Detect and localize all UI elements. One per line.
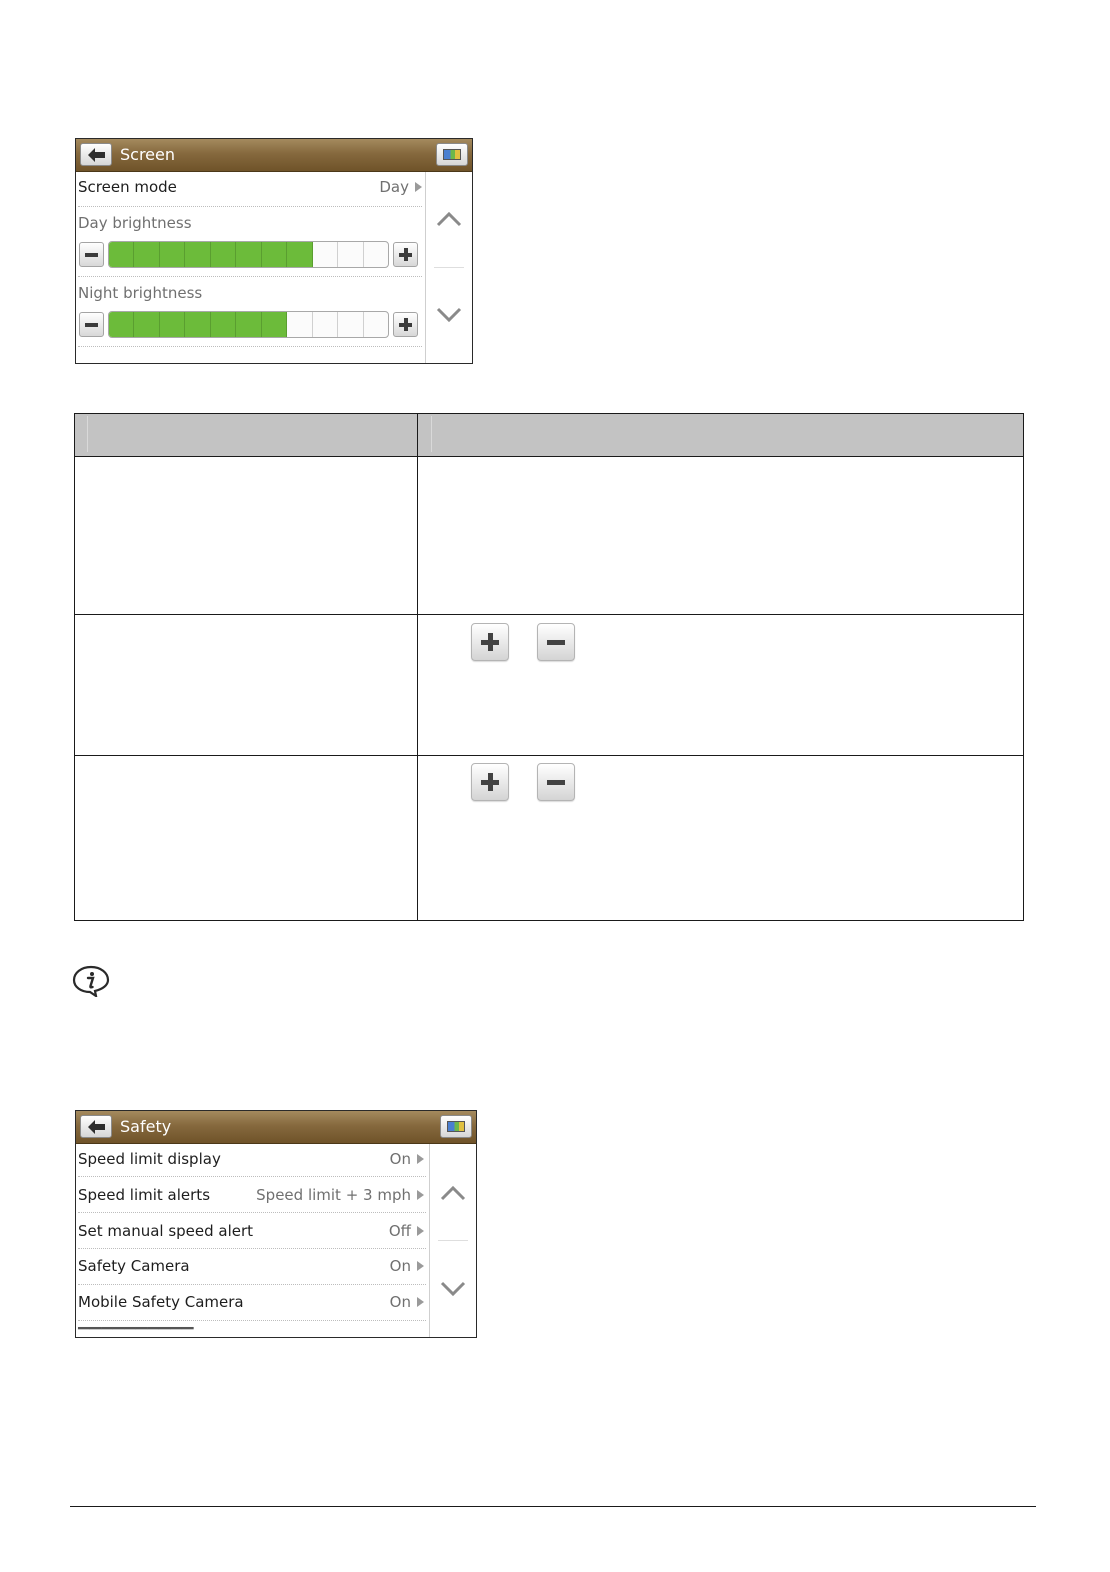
screen-mode-value-text: Day <box>379 178 409 196</box>
divider <box>78 1284 426 1285</box>
minus-icon <box>85 323 98 327</box>
meter-segment <box>185 242 210 267</box>
meter-segment <box>134 312 159 337</box>
day-brightness-label: Day brightness <box>78 214 192 232</box>
minus-icon <box>547 640 565 645</box>
map-view-button[interactable] <box>436 143 468 166</box>
chevron-down-icon[interactable] <box>436 306 462 324</box>
back-arrow-icon <box>88 1120 105 1134</box>
safety-title: Safety <box>120 1117 172 1136</box>
map-view-icon <box>443 149 461 160</box>
screen-title: Screen <box>120 145 176 164</box>
screen-title-bar <box>76 139 472 172</box>
day-brightness-increase-button[interactable] <box>393 242 418 267</box>
divider <box>78 276 422 277</box>
map-view-icon <box>447 1121 465 1132</box>
speed-limit-display-label: Speed limit display <box>78 1150 221 1168</box>
screen-scrollbar[interactable] <box>425 172 472 363</box>
speed-limit-alerts-value[interactable]: Speed limit + 3 mph <box>256 1186 424 1204</box>
info-note-icon <box>72 965 110 997</box>
set-manual-speed-alert-value[interactable]: Off <box>389 1222 424 1240</box>
day-brightness-meter[interactable] <box>108 241 389 268</box>
table-header <box>75 414 1023 457</box>
safety-camera-label: Safety Camera <box>78 1257 190 1275</box>
speed-limit-display-value[interactable]: On <box>390 1150 424 1168</box>
safety-title-bar <box>76 1111 476 1144</box>
screen-mode-value[interactable] <box>379 178 422 196</box>
safety-settings-list <box>76 1144 430 1337</box>
cut-off-list-item: ▔▔▔▔▔▔▔▔▔▔ <box>78 1327 194 1338</box>
screen-settings-panel <box>75 138 473 364</box>
chevron-up-icon[interactable] <box>436 210 462 228</box>
settings-table <box>74 413 1024 921</box>
back-button[interactable] <box>80 1115 112 1138</box>
disclosure-triangle-icon <box>417 1190 424 1200</box>
chevron-up-icon[interactable] <box>440 1184 466 1202</box>
row-divider <box>75 614 1023 615</box>
divider <box>78 1212 426 1213</box>
map-view-button[interactable] <box>440 1115 472 1138</box>
column-divider <box>417 414 418 920</box>
divider <box>78 346 422 347</box>
meter-segment <box>287 242 312 267</box>
meter-segment <box>262 242 287 267</box>
meter-segment <box>287 312 312 337</box>
disclosure-triangle-icon <box>417 1154 424 1164</box>
disclosure-triangle-icon <box>417 1226 424 1236</box>
night-brightness-label: Night brightness <box>78 284 203 302</box>
screen-settings-list <box>76 172 426 363</box>
table-row2-plus-button <box>471 763 509 801</box>
meter-segment <box>211 242 236 267</box>
table-row2-minus-button <box>537 763 575 801</box>
divider <box>78 1248 426 1249</box>
table-row1-minus-button <box>537 623 575 661</box>
night-brightness-meter[interactable] <box>108 311 389 338</box>
meter-segment <box>313 242 338 267</box>
meter-segment <box>160 242 185 267</box>
chevron-down-icon[interactable] <box>440 1280 466 1298</box>
mobile-safety-camera-label: Mobile Safety Camera <box>78 1293 244 1311</box>
row-divider <box>75 755 1023 756</box>
divider <box>78 206 422 207</box>
day-brightness-decrease-button[interactable] <box>79 242 104 267</box>
meter-segment <box>236 312 261 337</box>
scroll-divider <box>438 1240 468 1241</box>
meter-segment <box>364 312 388 337</box>
divider <box>78 1320 426 1321</box>
night-brightness-increase-button[interactable] <box>393 312 418 337</box>
meter-segment <box>338 312 363 337</box>
safety-scrollbar[interactable] <box>429 1144 476 1337</box>
minus-icon <box>547 780 565 785</box>
footer-rule <box>70 1506 1036 1507</box>
table-row1-plus-button <box>471 623 509 661</box>
back-arrow-icon <box>88 148 105 162</box>
mobile-safety-camera-value[interactable]: On <box>390 1293 424 1311</box>
safety-settings-panel <box>75 1110 477 1338</box>
meter-segment <box>313 312 338 337</box>
disclosure-triangle-icon <box>417 1261 424 1271</box>
minus-icon <box>85 253 98 257</box>
meter-segment <box>160 312 185 337</box>
meter-segment <box>338 242 363 267</box>
speed-limit-alerts-label: Speed limit alerts <box>78 1186 211 1204</box>
meter-segment <box>211 312 236 337</box>
set-manual-speed-alert-label: Set manual speed alert <box>78 1222 254 1240</box>
back-button[interactable] <box>80 143 112 166</box>
meter-segment <box>109 312 134 337</box>
disclosure-triangle-icon <box>417 1297 424 1307</box>
meter-segment <box>185 312 210 337</box>
scroll-divider <box>434 267 464 268</box>
meter-segment <box>109 242 134 267</box>
night-brightness-decrease-button[interactable] <box>79 312 104 337</box>
meter-segment <box>262 312 287 337</box>
meter-segment <box>364 242 388 267</box>
safety-camera-value[interactable]: On <box>390 1257 424 1275</box>
divider <box>78 1176 426 1177</box>
meter-segment <box>134 242 159 267</box>
screen-mode-label: Screen mode <box>78 178 177 196</box>
disclosure-triangle-icon <box>415 182 422 192</box>
meter-segment <box>236 242 261 267</box>
